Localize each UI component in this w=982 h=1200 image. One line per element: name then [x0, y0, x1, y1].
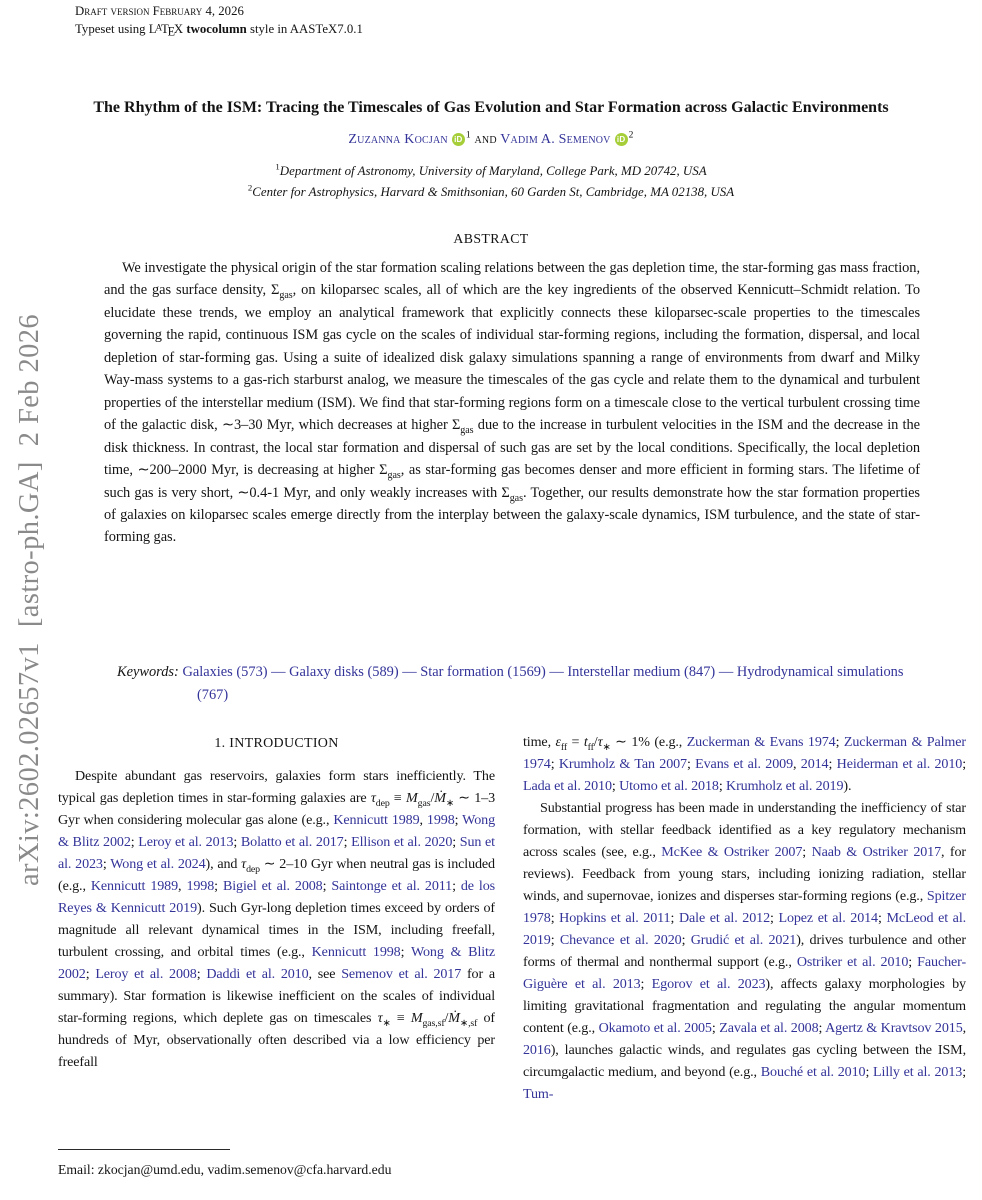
orcid-icon[interactable]: iD [452, 133, 465, 146]
citation-link[interactable]: Bigiel et al. 2008 [222, 878, 323, 894]
citation-link[interactable]: Utomo et al. 2018 [619, 778, 719, 794]
citation-link[interactable]: Lada et al. 2010 [523, 778, 612, 794]
citation-link[interactable]: Spitzer 1978 [523, 888, 966, 926]
citation-link[interactable]: Sun et al. 2023 [58, 834, 495, 872]
citation-link[interactable]: McLeod et al. 2019 [523, 910, 966, 948]
affiliation-2: $^2$Center for Astrophysics, Harvard & Smithsonian, 60 Garden St, Cambridge, MA 02138, USA [247, 182, 735, 199]
citation-link[interactable]: Galaxy disks (589) [289, 664, 399, 680]
abstract-heading: ABSTRACT [453, 231, 529, 246]
citation-link[interactable]: 2016 [523, 1042, 551, 1058]
section-heading-introduction: 1. INTRODUCTION [214, 736, 339, 751]
citation-link[interactable]: Kennicutt 1989 [90, 878, 179, 894]
citation-link[interactable]: 2014 [800, 756, 829, 772]
citation-link[interactable]: Tum- [523, 1086, 554, 1102]
citation-link[interactable]: Dale et al. 2012 [678, 910, 770, 926]
email-footnote [58, 1149, 495, 1178]
citation-link[interactable]: McKee & Ostriker 2007 [661, 844, 803, 860]
citation-link[interactable]: Bouché et al. 2010 [760, 1064, 866, 1080]
author-name-2[interactable]: Vadim A. Semenov [500, 132, 611, 147]
authors-separator: and [470, 132, 501, 147]
left-column [58, 731, 495, 1145]
author-name-1[interactable]: Zuzanna Kocjan [348, 132, 448, 147]
citation-link[interactable]: Krumholz et al. 2019 [726, 778, 844, 794]
affiliation-1: $^1$Department of Astronomy, University of Maryland, College Park, MD 20742, USA [275, 161, 707, 178]
author-line [0, 132, 982, 148]
keywords-list: Galaxies (573) — Galaxy disks (589) — Star formation (1569) — Interstellar medium (847) — Hydrodynamical simulations (767) [182, 664, 904, 703]
citation-link[interactable]: Interstellar medium (847) [567, 664, 716, 680]
citation-link[interactable]: Star formation (1569) [420, 664, 546, 680]
citation-link[interactable]: Chevance et al. 2020 [559, 932, 682, 948]
keywords-block [117, 661, 917, 707]
email-line: Email: zkocjan@umd.edu, vadim.semenov@cfa.harvard.edu [58, 1162, 392, 1177]
keywords-label: Keywords: [117, 664, 179, 680]
citation-link[interactable]: Agertz & Kravtsov 2015 [825, 1020, 963, 1036]
citation-link[interactable]: de los Reyes & Kennicutt 2019 [58, 878, 495, 916]
citation-link[interactable]: Zuckerman & Evans 1974 [686, 734, 836, 750]
citation-link[interactable]: Okamoto et al. 2005 [598, 1020, 712, 1036]
typeset-line: Typeset using LATEX twocolumn style in AASTeX7.0.1 [75, 21, 363, 39]
citation-link[interactable]: Semenov et al. 2017 [341, 966, 462, 982]
right-column [523, 731, 966, 1200]
citation-link[interactable]: Krumholz & Tan 2007 [558, 756, 687, 772]
citation-link[interactable]: Lilly et al. 2013 [873, 1064, 963, 1080]
citation-link[interactable]: Heiderman et al. 2010 [836, 756, 963, 772]
citation-link[interactable]: Galaxies (573) [182, 664, 268, 680]
citation-link[interactable]: Ostriker et al. 2010 [796, 954, 909, 970]
draft-version-line: Draft version February 4, 2026 [75, 4, 244, 18]
arxiv-watermark: arXiv:2602.02657v1 [astro-ph.GA] 2 Feb 2026 [14, 313, 45, 887]
citation-link[interactable]: Evans et al. 2009 [695, 756, 794, 772]
citation-link[interactable]: Leroy et al. 2008 [95, 966, 197, 982]
intro-paragraph-continuation: time, $\varepsilon_{ff} = t_{ff}/\tau_∗$ ∼ 1% (e.g., Zuckerman & Evans 1974; Zuckerman & Palmer 1974; Krumholz & Tan 2007; Evans et al. 2009, 2014; Heiderman et al. 2010; Lada et al. 2010; Utomo et al. 2018; Krumholz et al. 2019). [523, 734, 966, 794]
citation-link[interactable]: Kennicutt 1998 [311, 944, 401, 960]
citation-link[interactable]: Bolatto et al. 2017 [240, 834, 344, 850]
author-affil-sup-1: 1 [465, 130, 471, 141]
citation-link[interactable]: 1998 [186, 878, 215, 894]
affiliations [0, 161, 982, 202]
citation-link[interactable]: Ellison et al. 2020 [351, 834, 453, 850]
citation-link[interactable]: Hopkins et al. 2011 [559, 910, 671, 926]
citation-link[interactable]: Saintonge et al. 2011 [331, 878, 453, 894]
citation-link[interactable]: Leroy et al. 2013 [138, 834, 234, 850]
citation-link[interactable]: Wong & Blitz 2002 [58, 812, 495, 850]
citation-link[interactable]: Hydrodynamical simulations (767) [197, 664, 904, 703]
citation-link[interactable]: Faucher-Giguère et al. 2013 [523, 954, 966, 992]
citation-link[interactable]: Grudić et al. 2021 [690, 932, 797, 948]
footnote-rule [58, 1149, 230, 1150]
paper-title: The Rhythm of the ISM: Tracing the Timescales of Gas Evolution and Star Formation across Galactic Environments [93, 99, 889, 116]
citation-link[interactable]: Daddi et al. 2010 [206, 966, 309, 982]
citation-link[interactable]: Wong & Blitz 2002 [58, 944, 495, 982]
citation-link[interactable]: Egorov et al. 2023 [651, 976, 766, 992]
citation-link[interactable]: 1998 [426, 812, 455, 828]
latex-logo: LATEX [148, 21, 184, 39]
abstract-text: We investigate the physical origin of the star formation scaling relations between the gas depletion time, the star-forming gas mass fraction, and the gas surface density, $\Sigma_{gas}$, on kiloparsec scales, all of which are the key ingredients of the observed Kennicutt–Schmidt relation. To elucidate these trends, we employ an analytical framework that explicitly connects these kiloparsec-scale properties to the timescales governing the rapid, continuous ISM gas cycle on the scales of individual star-forming regions, including the formation, dispersal, and local depletion of star-forming gas. Using a suite of idealized disk galaxy simulations spanning a range of environments from dwarf and Milky Way-mass systems to a gas-rich starburst analog, we measure the timescales of the gas cycle and relate them to the dynamical and turbulent properties of the interstellar medium (ISM). We find that star-forming regions form on a timescale close to the vertical turbulent crossing time of the galactic disk, ∼3–30 Myr, which decreases at higher $\Sigma_{gas}$ due to the increase in turbulent velocities in the ISM and the decrease in the disk thickness. In contrast, the local star formation and dispersal of such gas are set by the local conditions. Specifically, the local depletion time, ∼200–2000 Myr, is decreasing at higher $\Sigma_{gas}$, as star-forming gas becomes denser and more efficient in forming stars. The lifetime of such gas is very short, ∼0.4-1 Myr, and only weakly increases with $\Sigma_{gas}$. Together, our results demonstrate how the star formation properties of galaxies on kiloparsec scales emerge directly from the interplay between the galaxy-scale dynamics, ISM turbulence, and the state of star-forming gas. [104, 260, 921, 546]
citation-link[interactable]: Lopez et al. 2014 [778, 910, 878, 926]
author-affil-sup-2: 2 [628, 130, 634, 141]
orcid-icon[interactable]: iD [615, 133, 628, 146]
citation-link[interactable]: Naab & Ostriker 2017 [811, 844, 942, 860]
intro-paragraph-2: Substantial progress has been made in understanding the inefficiency of star formation, with stellar feedback identified as a key regulatory mechanism across scales (see, e.g., McKee & Ostriker 2007; Naab & Ostriker 2017, for reviews). Feedback from young stars, including ionizing radiation, stellar winds, and supernovae, ionizes and disperses star-forming regions (e.g., Spitzer 1978; Hopkins et al. 2011; Dale et al. 2012; Lopez et al. 2014; McLeod et al. 2019; Chevance et al. 2020; Grudić et al. 2021), drives turbulence and other forms of thermal and nonthermal support (e.g., Ostriker et al. 2010; Faucher-Giguère et al. 2013; Egorov et al. 2023), affects galaxy morphologies by limiting gravitational fragmentation and regulating the angular momentum content (e.g., Okamoto et al. 2005; Zavala et al. 2008; Agertz & Kravtsov 2015, 2016), launches galactic winds, and regulates gas cycling between the ISM, circumgalactic medium, and beyond (e.g., Bouché et al. 2010; Lilly et al. 2013; Tum- [523, 800, 966, 1102]
citation-link[interactable]: Kennicutt 1989 [333, 812, 420, 828]
intro-paragraph-1: Despite abundant gas reservoirs, galaxies form stars inefficiently. The typical gas depletion times in star-forming galaxies are $\tau_{dep}$ ≡ $M_{gas}/Ṁ_∗$ ∼ 1–3 Gyr when considering molecular gas alone (e.g., Kennicutt 1989, 1998; Wong & Blitz 2002; Leroy et al. 2013; Bolatto et al. 2017; Ellison et al. 2020; Sun et al. 2023; Wong et al. 2024), and $\tau_{dep}$ ∼ 2–10 Gyr when neutral gas is included (e.g., Kennicutt 1989, 1998; Bigiel et al. 2008; Saintonge et al. 2011; de los Reyes & Kennicutt 2019). Such Gyr-long depletion times exceed by orders of magnitude all relevant dynamical times in the ISM, including freefall, turbulent crossing, and orbital times (e.g., Kennicutt 1998; Wong & Blitz 2002; Leroy et al. 2008; Daddi et al. 2010, see Semenov et al. 2017 for a summary). Star formation is likewise inefficient on the scales of individual star-forming regions, which deplete gas on timescales $\tau_∗$ ≡ $M_{gas,sf}/Ṁ_{∗,sf}$ of hundreds of Myr, observationally often described via a low efficiency per freefall [58, 768, 495, 1070]
draft-header [75, 3, 363, 39]
citation-link[interactable]: Zuckerman & Palmer 1974 [523, 734, 966, 772]
citation-link[interactable]: Wong et al. 2024 [110, 856, 206, 872]
citation-link[interactable]: Zavala et al. 2008 [719, 1020, 819, 1036]
